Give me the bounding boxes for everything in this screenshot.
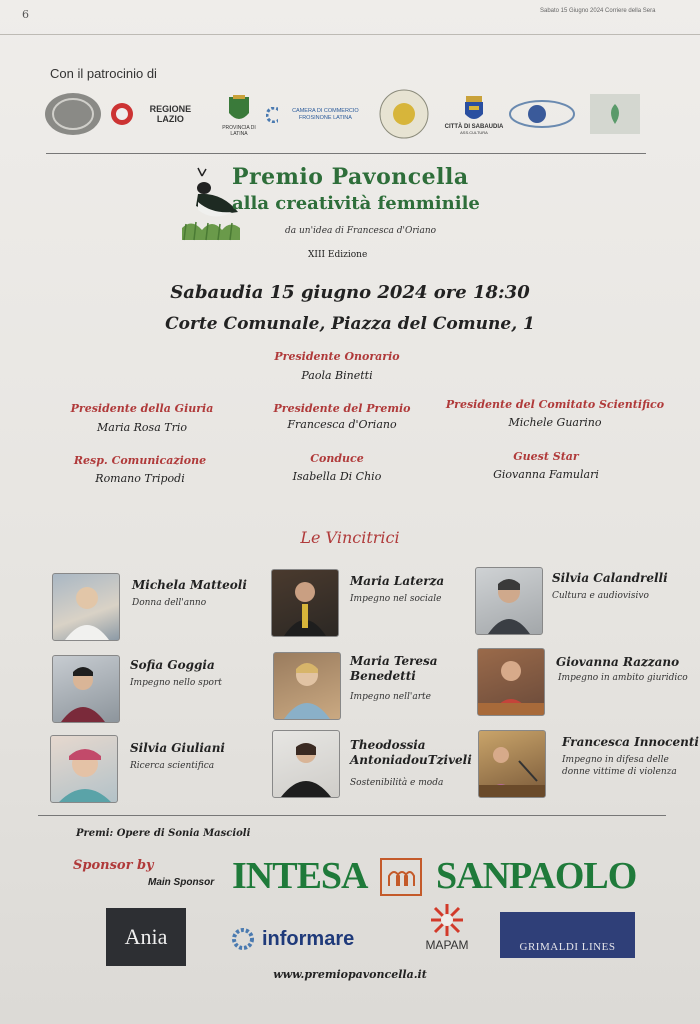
grimaldi-logo [500,912,635,958]
winner-category: Ricerca scientifica [130,761,215,771]
page-header [0,0,700,35]
winner-photo [477,648,545,716]
role-name: Giovanna Famulari [493,468,599,481]
intesa-sanpaolo-icon [380,858,422,896]
role-title: Presidente della Giuria [70,402,214,415]
winner-photo [478,730,546,798]
winner-photo [475,567,543,635]
winner-photo [272,730,340,798]
camera-commercio-logo [266,104,370,126]
winner-photo [52,655,120,723]
gear-icon [230,926,256,952]
sanpaolo-text: SANPAOLO [436,855,637,897]
role-name: Paola Binetti [301,369,373,382]
role-title: Conduce [310,452,364,465]
informare-text: informare [262,927,355,950]
informare-logo [230,924,386,954]
role-name: Romano Tripodi [95,472,185,485]
winner-photo [50,735,118,803]
winner-category: Impegno nel sociale [350,594,442,604]
seal-icon [44,92,102,136]
provincia-latina-text: PROVINCIA DI LATINA [222,125,256,137]
event-title: Premio Pavoncella [232,164,469,190]
provincia-latina-crest [214,88,264,144]
sun-seal-icon [378,88,430,140]
event-title-block [180,160,520,260]
globe-logo [506,96,578,132]
patronage-logos [44,88,654,144]
role-title: Resp. Comunicazione [73,454,207,467]
green-logo [590,94,640,134]
website-link[interactable]: www.premiopavoncella.it [273,968,427,981]
patronage-label: Con il patrocinio di [50,66,157,81]
winner-name: Theodossia AntoniadouTziveli [350,738,472,767]
header-date: Sabato 15 Giugno 2024 Corriere della Sera [540,8,656,14]
winner-category: Impegno in ambito giuridico [558,673,688,683]
winner-name: Maria Laterza [350,574,445,588]
event-venue: Corte Comunale, Piazza del Comune, 1 [165,314,535,334]
role-name: Francesca d'Oriano [287,418,397,431]
winner-photo [52,573,120,641]
winner-name: Michela Matteoli [132,578,247,592]
role-title: Presidente Onorario [274,350,400,363]
winner-photo [271,569,339,637]
mapam-text: MAPAM [425,938,469,952]
divider [46,153,646,154]
star-burst-icon [429,902,465,938]
winner-category: Cultura e audiovisivo [552,591,649,601]
role-name: Michele Guarino [508,416,602,429]
winner-name: Silvia Giuliani [130,741,225,755]
grimaldi-text: GRIMALDI LINES [519,941,616,953]
role-name: Maria Rosa Trio [97,421,187,434]
winner-category: Impegno nell'arte [350,692,431,702]
main-sponsor-label: Main Sponsor [148,877,215,888]
role-name: Isabella Di Chio [292,470,382,483]
role-title: Guest Star [513,450,579,463]
role-title: Presidente del Comitato Scientifico [445,398,665,411]
idea-credit: da un'idea di Francesca d'Oriano [285,226,437,236]
prizes-credit: Premi: Opere di Sonia Mascioli [76,828,251,839]
citta-sabaudia-sub: ASS.CULTURA [460,129,488,135]
event-subtitle: alla creatività femminile [232,193,480,214]
mapam-logo [414,902,480,964]
ania-logo [106,908,186,966]
winners-heading: Le Vincitrici [300,528,400,547]
winner-category: Impegno nello sport [130,678,222,688]
winner-name: Silvia Calandrelli [552,571,668,585]
winner-name: Maria Teresa Benedetti [350,654,438,683]
winner-name: Francesca Innocenti [562,735,699,749]
winner-name: Sofia Goggia [130,658,215,672]
ania-text: Ania [124,924,168,949]
citta-sabaudia-crest [432,84,516,146]
winner-category: Sostenibilità e moda [350,778,444,788]
divider [38,815,666,816]
winner-photo [273,652,341,720]
regione-lazio-logo [110,100,204,128]
edition: XIII Edizione [308,250,368,260]
intesa-text: INTESA [232,855,368,897]
event-date-time: Sabaudia 15 giugno 2024 ore 18:30 [170,282,530,303]
citta-sabaudia-text: CITTÀ DI SABAUDIA [444,123,504,130]
winner-category: Impegno in difesa delle donne vittime di violenza [562,755,677,777]
sponsor-by-label: Sponsor by [73,858,154,873]
winner-name: Giovanna Razzano [556,655,680,669]
regione-lazio-text: REGIONE LAZIO [149,104,192,124]
winner-category: Donna dell'anno [132,598,207,608]
camera-commercio-text: CAMERA DI COMMERCIO FROSINONE LATINA [292,108,359,121]
page-number: 6 [22,8,29,21]
role-title: Presidente del Premio [273,402,411,415]
